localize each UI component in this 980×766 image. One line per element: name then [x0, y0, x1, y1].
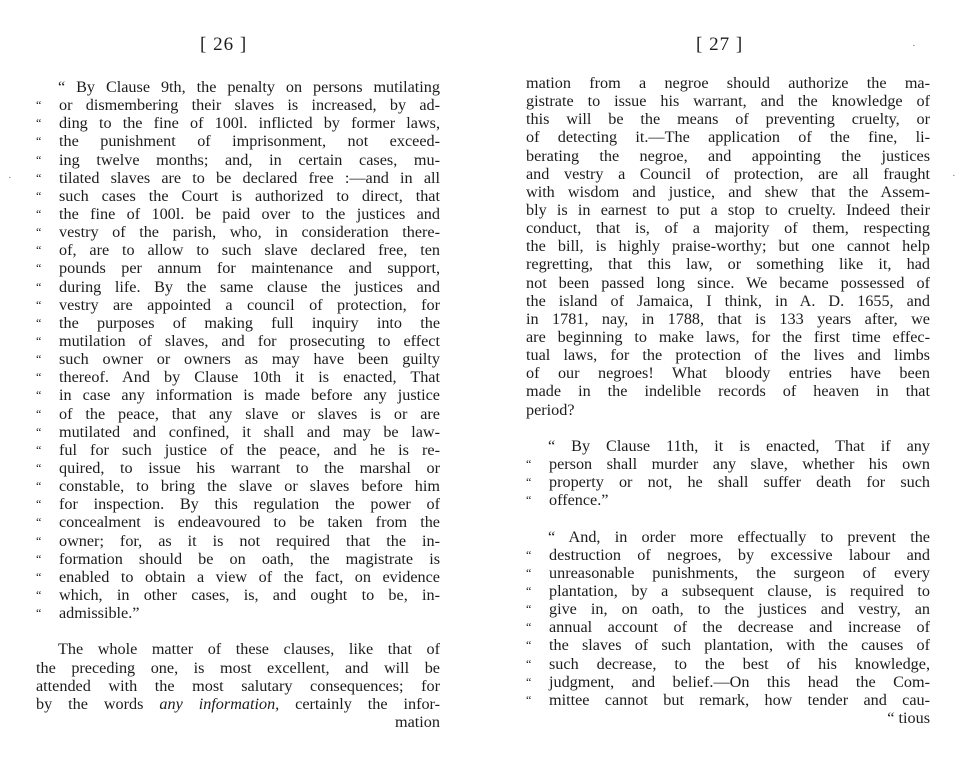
text-line: “ such decrease, to the best of his knowledge,: [526, 654, 930, 673]
text-line: “ or dismembering their slaves is increased, by ad-: [36, 96, 440, 115]
text-line: “ the purposes of making full inquiry into the: [36, 313, 440, 332]
text-line: “ concealment is endeavoured to be taken from the: [36, 513, 440, 532]
text-line: “ quired, to issue his warrant to the marshal or: [36, 458, 440, 477]
text-line: of our negroes! What bloody entries have been: [526, 364, 930, 383]
paragraph-gap: [526, 509, 930, 527]
text-line: “ admissible.”: [36, 604, 140, 623]
text-line: this will be the means of preventing cruelty, or: [526, 110, 930, 129]
text-line: “ ful for such justice of the peace, and he is re-: [36, 440, 440, 459]
text-line: “ destruction of negroes, by excessive labour and: [526, 545, 930, 564]
text-line: the island of Jamaica, I think, in A. D. 1655, and: [526, 291, 930, 310]
text-line: “ constable, to bring the slave or slaves before him: [36, 477, 440, 496]
text-line: “ the slaves of such plantation, with the causes of: [526, 636, 930, 655]
text-line: with wisdom and justice, and shew that the Assem-: [526, 182, 930, 201]
text-line: regretting, that this law, or something like it, had: [526, 255, 930, 274]
text-line: berating the negroe, and appointing the justices: [526, 146, 930, 165]
text-line: “ pounds per annum for maintenance and support,: [36, 259, 440, 278]
text-line: “ plantation, by a subsequent clause, is required to: [526, 581, 930, 600]
text-line: “ vestry of the parish, who, in consideration there-: [36, 223, 440, 242]
text-line: made in the indelible records of heaven in that: [526, 382, 930, 401]
text-line: “ mutilation of slaves, and for prosecuting to effect: [36, 331, 440, 350]
text-line: tual laws, for the protection of the lives and limbs: [526, 346, 930, 365]
page-number-right: [ 27 ]: [696, 34, 744, 55]
text-line: mation from a negroe should authorize the ma-: [526, 74, 930, 92]
catchword: “ tious: [887, 708, 930, 727]
text-line: “ property or not, he shall suffer death for such: [526, 473, 930, 492]
text-line: and vestry a Council of protection, are all fraught: [526, 164, 930, 183]
paragraph-gap: [526, 419, 930, 437]
text-line: The whole matter of these clauses, like that of: [58, 640, 440, 659]
text-line: attended with the most salutary consequences; for: [36, 676, 440, 695]
text-line: “ unreasonable punishments, the surgeon of every: [526, 563, 930, 582]
text-line: “ judgment, and belief.—On this head the Com-: [526, 672, 930, 691]
text-line: “ enabled to obtain a view of the fact, on evidence: [36, 567, 440, 586]
text-line: of detecting it.—The application of the fine, li-: [526, 128, 930, 147]
text-line: “ of the peace, that any slave or slaves is or are: [36, 404, 440, 423]
text-line: “ By Clause 9th, the penalty on persons mutilating: [58, 78, 440, 96]
text-line: “ the fine of 100l. be paid over to the justices and: [36, 204, 440, 223]
text-line: “ vestry are appointed a council of protection, for: [36, 295, 440, 314]
text-line: bly is in earnest to put a stop to cruelty. Indeed their: [526, 200, 930, 219]
text-line: “ which, in other cases, is, and ought to be, in-: [36, 585, 440, 604]
text-line: “ such cases the Court is authorized to direct, that: [36, 186, 440, 205]
catchword: mation: [395, 712, 440, 731]
paragraph-gap: [36, 622, 440, 640]
text-line: gistrate to issue his warrant, and the knowledge of: [526, 92, 930, 111]
page-number-left: [ 26 ]: [200, 34, 248, 55]
text-line: “ tilated slaves are to be declared free :—and in all: [36, 168, 440, 187]
text-line: “ ding to the fine of 100l. inflicted by former laws,: [36, 114, 440, 133]
margin-speck: ·: [8, 172, 12, 184]
left-text-block: [36, 78, 440, 731]
text-line: conduct, that is, of a majority of them, respecting: [526, 219, 930, 238]
text-line: “ mittee cannot but remark, how tender and cau-: [526, 690, 930, 709]
text-line: “ formation should be on oath, the magistrate is: [36, 549, 440, 568]
text-line: are beginning to make laws, for the first time effec-: [526, 327, 930, 346]
text-line: not been passed long since. We became possessed of: [526, 273, 930, 292]
text-line: “ offence.”: [526, 491, 609, 510]
text-line: “ annual account of the decrease and increase of: [526, 618, 930, 637]
text-line: “ And, in order more effectually to prevent the: [548, 527, 930, 546]
text-line: period?: [526, 400, 575, 419]
text-line: “ the punishment of imprisonment, not exceed-: [36, 132, 440, 151]
margin-speck: ·: [912, 40, 916, 52]
text-line: “ mutilated and confined, it shall and may be law-: [36, 422, 440, 441]
text-line: “ give in, on oath, to the justices and vestry, an: [526, 600, 930, 619]
text-line: the bill, is highly praise-worthy; but one cannot help: [526, 237, 930, 256]
text-line: “ in case any information is made before any justice: [36, 386, 440, 405]
text-line: “ By Clause 11th, it is enacted, That if any: [548, 436, 930, 455]
text-line: “ for inspection. By this regulation the power of: [36, 495, 440, 514]
text-line: “ of, are to allow to such slave declared free, ten: [36, 241, 440, 260]
right-text-block: [526, 74, 930, 727]
text-line: by the words any information, certainly the infor-: [36, 694, 440, 713]
text-line: in 1781, nay, in 1788, that is 133 years after, we: [526, 309, 930, 328]
right-page: [490, 0, 980, 766]
text-line: “ ing twelve months; and, in certain cases, mu-: [36, 150, 440, 169]
text-line: “ such owner or owners as may have been guilty: [36, 350, 440, 369]
text-line: “ owner; for, as it is not required that the in-: [36, 531, 440, 550]
text-line: “ during life. By the same clause the justices and: [36, 277, 440, 296]
text-line: the preceding one, is most excellent, and will be: [36, 658, 440, 677]
text-line: “ thereof. And by Clause 10th it is enacted, That: [36, 368, 440, 387]
text-line: “ person shall murder any slave, whether his own: [526, 454, 930, 473]
margin-speck: ·: [952, 170, 956, 182]
italic-phrase: any information,: [159, 694, 280, 713]
